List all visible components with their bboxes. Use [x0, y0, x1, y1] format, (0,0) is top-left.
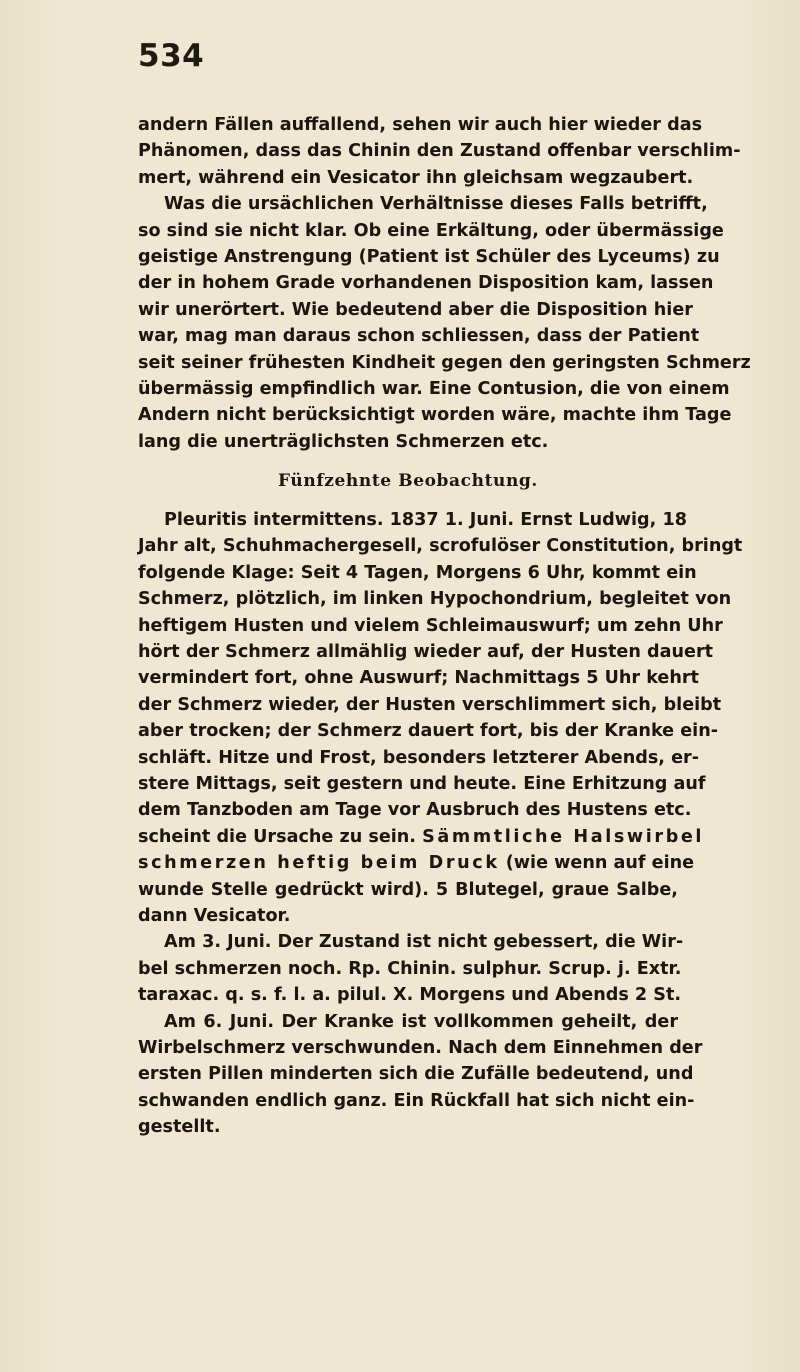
text-line: bel schmerzen noch. Rp. Chinin. sulphur. Scrup. j. Extr. [138, 958, 682, 979]
text-line: Andern nicht berücksichtigt worden wäre, machte ihm Tage [138, 405, 732, 426]
text-line: so sind sie nicht klar. Ob eine Erkältung, oder übermässige [138, 220, 724, 241]
text-line: übermässig empfindlich war. Eine Contusion, die von einem [138, 378, 730, 399]
paragraph-causes [138, 191, 751, 455]
text-line: stere Mittags, seit gestern und heute. Eine Erhitzung auf [138, 773, 706, 794]
paragraph-case-report [138, 507, 743, 929]
text-line: Am 3. Juni. Der Zustand ist nicht gebessert, die Wir- [164, 932, 684, 953]
text-line: lang die unerträglichsten Schmerzen etc. [138, 431, 549, 452]
text-line: seit seiner frühesten Kindheit gegen den geringsten Schmerz [138, 352, 751, 373]
spaced-emphasis: Sämmtliche Halswirbel [422, 826, 705, 847]
text-line: vermindert fort, ohne Auswurf; Nachmittags 5 Uhr kehrt [138, 668, 699, 689]
text-line: folgende Klage: Seit 4 Tagen, Morgens 6 Uhr, kommt ein [138, 562, 697, 583]
text-line: Was die ursächlichen Verhältnisse dieses Falls betrifft, [164, 194, 708, 215]
text-line: mert, während ein Vesicator ihn gleichsam wegzaubert. [138, 167, 694, 188]
text-line [138, 824, 705, 850]
text-line: Phänomen, dass das Chinin den Zustand offenbar verschlim- [138, 141, 741, 162]
text-line: wir unerörtert. Wie bedeutend aber die Disposition hier [138, 299, 693, 320]
text-line: der in hohem Grade vorhandenen Disposition kam, lassen [138, 273, 714, 294]
text-line: aber trocken; der Schmerz dauert fort, bis der Kranke ein- [138, 721, 719, 742]
text-line-mixed: schmerzen heftig beim Druck (wie wenn auf eine [138, 853, 695, 874]
text-line: Jahr alt, Schuhmachergesell, scrofulöser Constitution, bringt [138, 536, 743, 557]
text-line: Pleuritis intermittens. 1837 1. Juni. Ernst Ludwig, 18 [164, 510, 687, 531]
text-line: dann Vesicator. [138, 905, 291, 926]
text-line: gestellt. [138, 1117, 221, 1138]
text-line: schläft. Hitze und Frost, besonders letzterer Abends, er- [138, 747, 700, 768]
text-line: wunde Stelle gedrückt wird). 5 Blutegel, graue Salbe, [138, 879, 678, 900]
text-line: dem Tanzboden am Tage vor Ausbruch des Hustens etc. [138, 800, 692, 821]
spaced-emphasis: schmerzen heftig beim Druck [138, 853, 500, 874]
section-heading: Fünfzehnte Beobachtung. [278, 471, 538, 492]
paragraph-continuation [138, 112, 741, 191]
text-line: ersten Pillen minderten sich die Zufälle bedeutend, und [138, 1064, 694, 1085]
text-line: Am 6. Juni. Der Kranke ist vollkommen geheilt, der [164, 1011, 678, 1032]
text-line: hört der Schmerz allmählig wieder auf, der Husten dauert [138, 642, 714, 663]
text-line: taraxac. q. s. f. l. a. pilul. X. Morgens und Abends 2 St. [138, 985, 682, 1006]
text-line: schwanden endlich ganz. Ein Rückfall hat sich nicht ein- [138, 1090, 695, 1111]
text-line: andern Fällen auffallend, sehen wir auch hier wieder das [138, 115, 703, 135]
text-line: der Schmerz wieder, der Husten verschlimmert sich, bleibt [138, 694, 722, 715]
text-line: war, mag man daraus schon schliessen, dass der Patient [138, 326, 700, 347]
text-line: heftigem Husten und vielem Schleimauswurf; um zehn Uhr [138, 615, 723, 636]
paragraph-june-6 [138, 1009, 703, 1141]
paragraph-june-3 [138, 929, 684, 1008]
text-line [138, 850, 695, 876]
page-number: 534 [138, 38, 205, 74]
text-line-mixed: scheint die Ursache zu sein. Sämmtliche Halswirbel [138, 826, 705, 847]
text-line: geistige Anstrengung (Patient ist Schüler des Lyceums) zu [138, 246, 720, 267]
page-body [138, 112, 751, 1140]
text-line: Wirbelschmerz verschwunden. Nach dem Einnehmen der [138, 1037, 703, 1058]
text-line: Schmerz, plötzlich, im linken Hypochondrium, begleitet von [138, 589, 732, 610]
